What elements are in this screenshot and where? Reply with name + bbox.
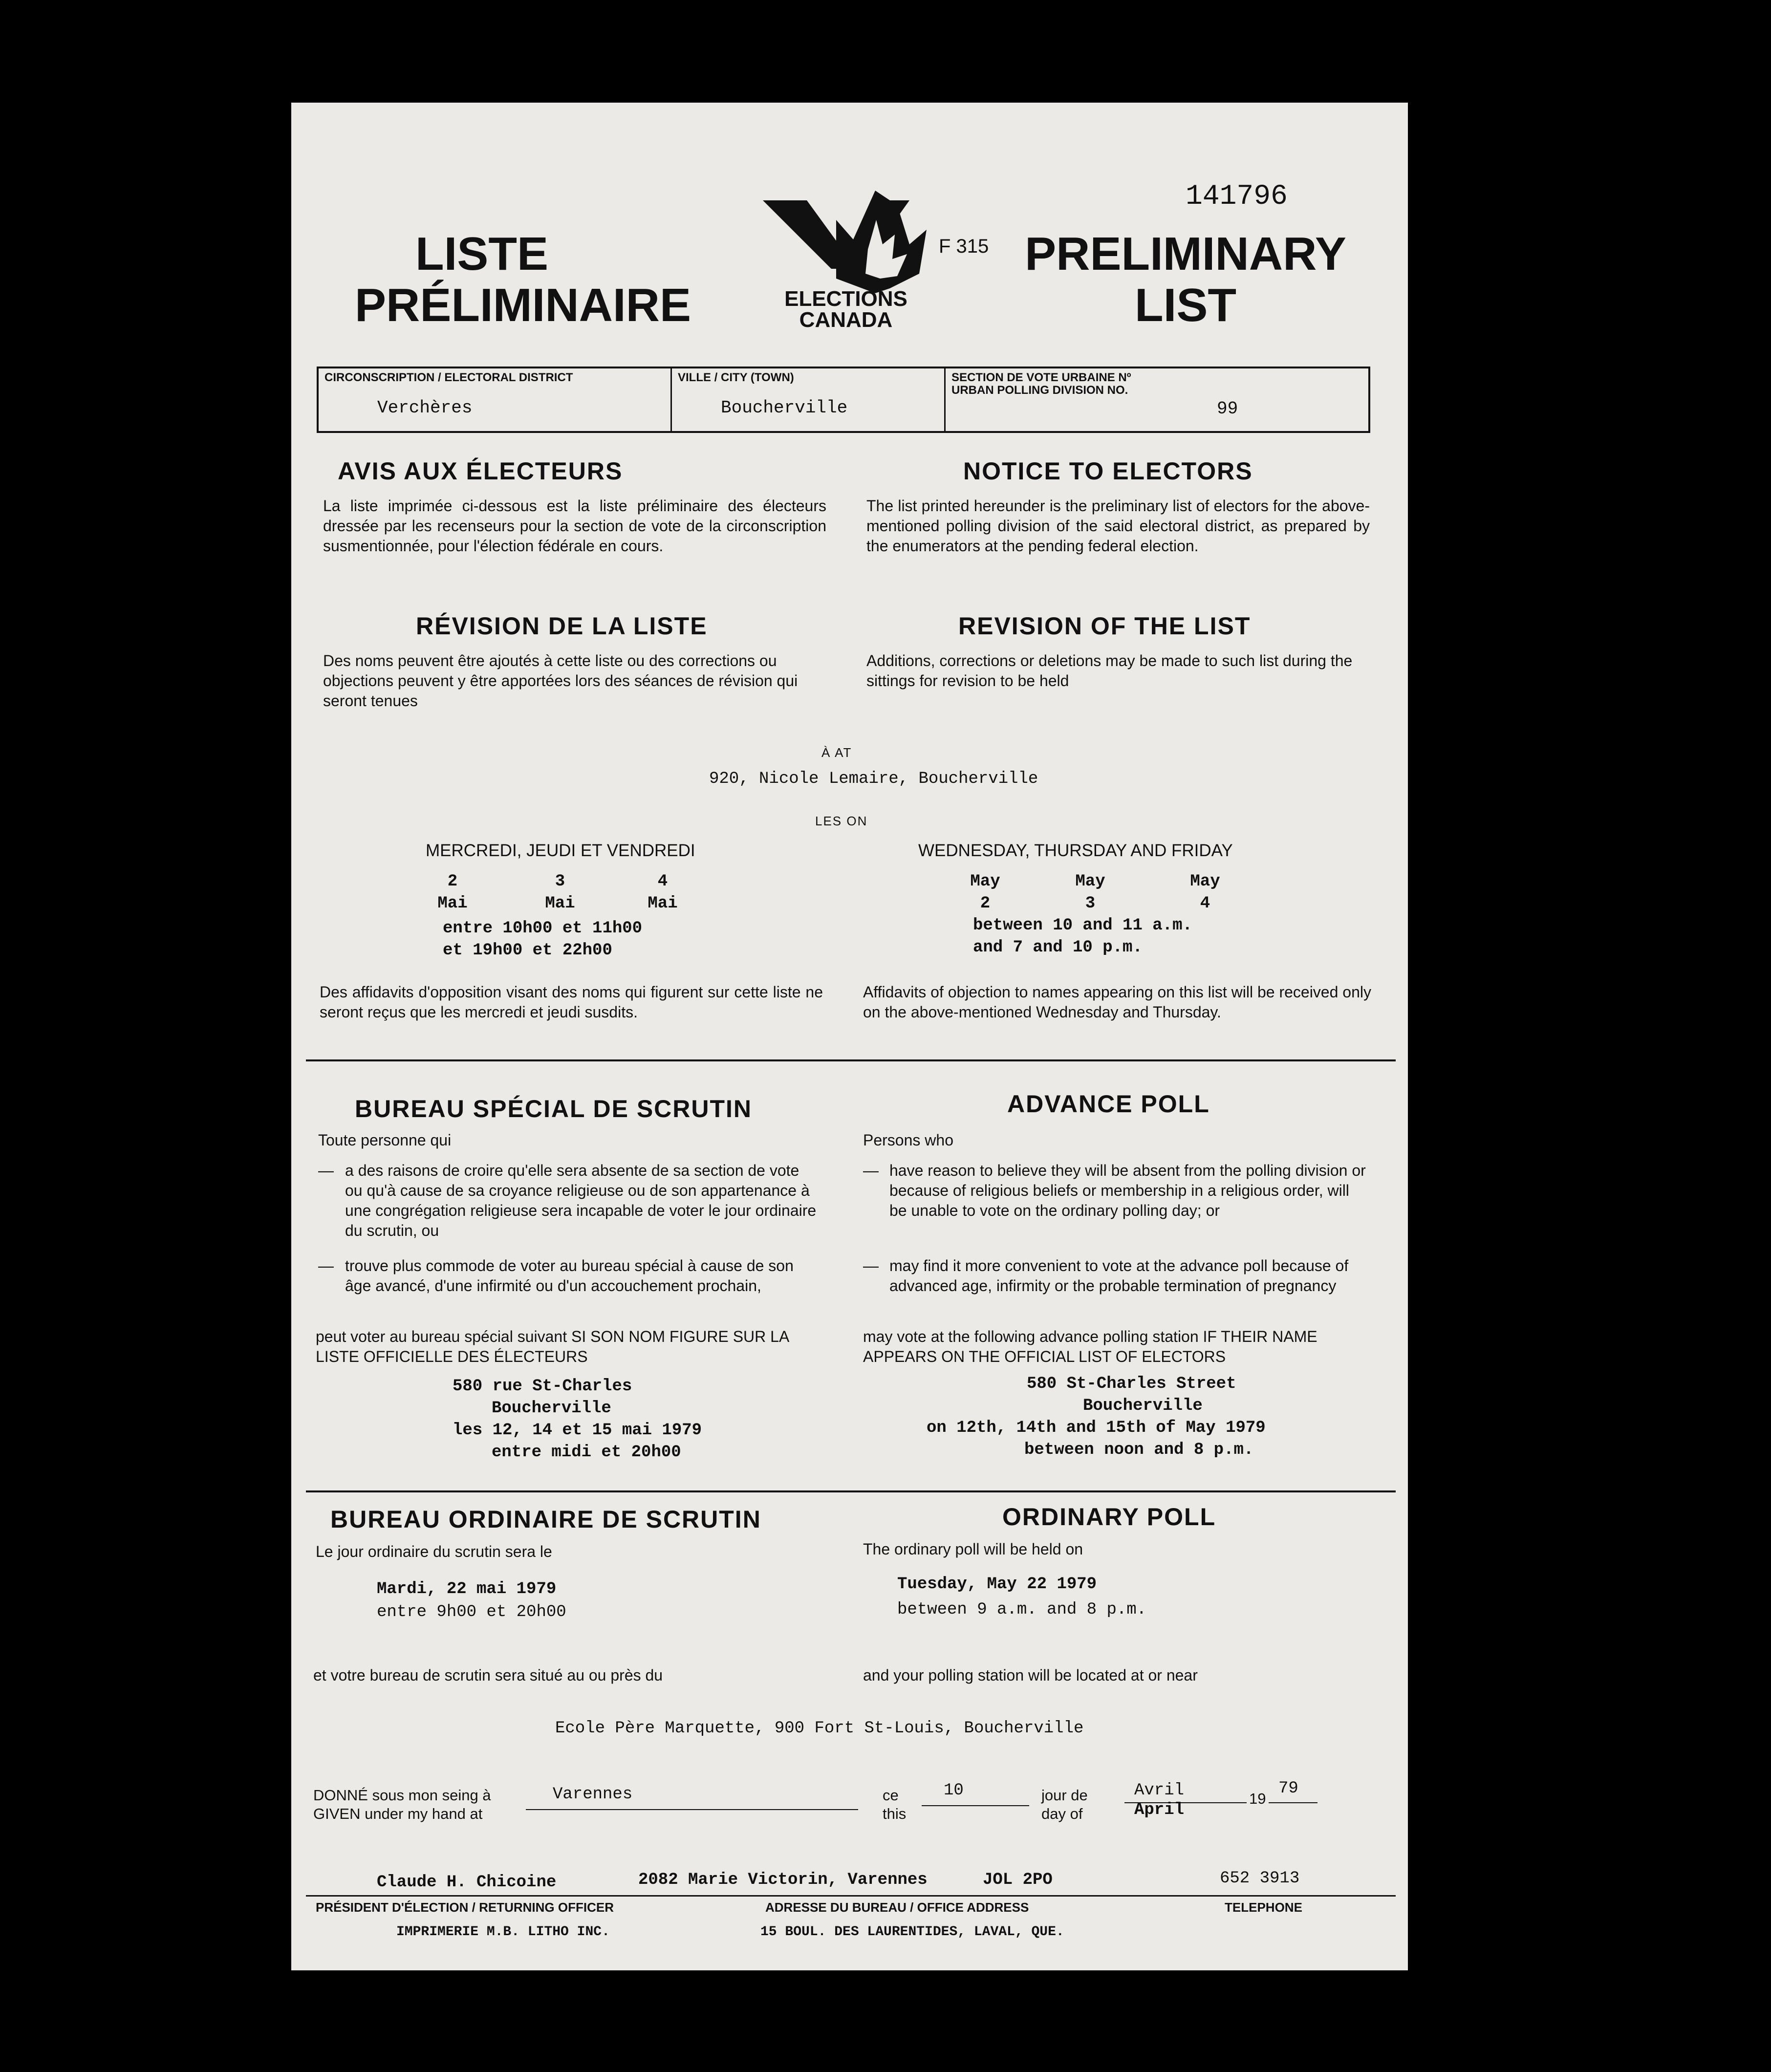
date-en-month-2: May	[1075, 872, 1105, 891]
advance-item1-fr: a des raisons de croire qu'elle sera absente de sa section de vote ou qu'à cause de sa croyance religieuse ou de son appartenance à une congrégation religieuse sera incapable de voter le jour ordinaire du scrutin, ou	[345, 1162, 817, 1239]
advance-intro-en: Persons who	[863, 1131, 953, 1149]
given-place: Varennes	[553, 1785, 633, 1804]
maple-leaf-x-icon	[763, 191, 929, 303]
logo-text-canada: CANADA	[799, 308, 893, 332]
given-year-line	[1269, 1802, 1317, 1803]
ordinary-intro-fr: Le jour ordinaire du scrutin sera le	[316, 1543, 552, 1560]
date-fr-month-3: Mai	[648, 894, 678, 913]
dash-en-2: —	[863, 1257, 879, 1274]
advance-item1-en: have reason to believe they will be absent from the polling division or because of religious beliefs or membership in a religious order, will be unable to vote on the ordinary polling day; or	[889, 1162, 1366, 1219]
advance-vote-en: may vote at the following advance polling station IF THEIR NAME APPEARS ON THE OFFICIAL LIST OF ELECTORS	[863, 1328, 1317, 1365]
elections-canada-logo	[763, 191, 929, 347]
given-month-en: April	[1134, 1801, 1185, 1819]
section-value: 99	[1217, 399, 1238, 419]
notice-text-fr: La liste imprimée ci-dessous est la liste préliminaire des électeurs dressée par les recenseurs pour la section de vote de la circonscription susmentionnée, pour l'élection fédérale en cours.	[323, 497, 826, 555]
title-fr-line1: LISTE	[415, 228, 548, 280]
date-en-day-2: 3	[1085, 894, 1096, 913]
date-en-month-1: May	[970, 872, 1000, 891]
district-cell	[319, 368, 670, 431]
hours-fr-1: entre 10h00 et 11h00	[443, 919, 643, 938]
section-label-2: URBAN POLLING DIVISION NO.	[951, 384, 1128, 397]
advance-addr-en-1: 580 St-Charles Street	[1027, 1375, 1236, 1393]
date-fr-day-2: 3	[555, 872, 565, 891]
printer-name: IMPRIMERIE M.B. LITHO INC.	[396, 1924, 610, 1940]
section-cell	[944, 368, 1368, 431]
heading-advance-fr: BUREAU SPÉCIAL DE SCRUTIN	[355, 1095, 753, 1122]
given-day: 10	[944, 1781, 964, 1800]
postal-code: JOL 2PO	[983, 1871, 1053, 1889]
date-fr-day-3: 4	[657, 872, 668, 891]
revision-text-en: Additions, corrections or deletions may be made to such list during the sittings for revision to be held	[866, 652, 1353, 690]
preliminary-list-form	[291, 103, 1408, 1970]
section-label-1: SECTION DE VOTE URBAINE Nº	[951, 371, 1131, 384]
given-jour-de: jour de	[1041, 1787, 1088, 1804]
revision-location: 920, Nicole Lemaire, Boucherville	[709, 770, 1038, 788]
ordinary-located-en: and your polling station will be located at or near	[863, 1666, 1198, 1684]
heading-avis: AVIS AUX ÉLECTEURS	[338, 457, 623, 485]
ordinary-date-en-2: between 9 a.m. and 8 p.m.	[897, 1600, 1147, 1619]
advance-addr-fr-4: entre midi et 20h00	[492, 1443, 681, 1462]
date-en-month-3: May	[1190, 872, 1220, 891]
date-en-day-3: 4	[1200, 894, 1210, 913]
given-label-en: GIVEN under my hand at	[313, 1805, 483, 1822]
affidavit-fr: Des affidavits d'opposition visant des noms qui figurent sur cette liste ne seront reçus que les mercredi et jeudi susdits.	[320, 983, 823, 1021]
city-label: VILLE / CITY (TOWN)	[678, 371, 794, 384]
given-month-fr: Avril	[1134, 1781, 1185, 1800]
advance-vote-fr: peut voter au bureau spécial suivant SI SON NOM FIGURE SUR LA LISTE OFFICIELLE DES ÉLECTEURS	[316, 1328, 789, 1365]
officer-name: Claude H. Chicoine	[377, 1873, 557, 1892]
hours-fr-2: et 19h00 et 22h00	[443, 941, 612, 960]
advance-addr-fr-3: les 12, 14 et 15 mai 1979	[453, 1421, 702, 1440]
title-en-line2: LIST	[1135, 279, 1236, 331]
at-label: À AT	[821, 745, 852, 760]
date-fr-month-2: Mai	[545, 894, 575, 913]
heading-notice: NOTICE TO ELECTORS	[963, 457, 1253, 485]
affidavit-en: Affidavits of objection to names appearing on this list will be received only on the above-mentioned Wednesday and Thursday.	[863, 983, 1371, 1021]
title-en-line1: PRELIMINARY	[1025, 228, 1346, 280]
ordinary-intro-en: The ordinary poll will be held on	[863, 1540, 1083, 1558]
days-en: WEDNESDAY, THURSDAY AND FRIDAY	[918, 841, 1233, 860]
heading-ordinary-en: ORDINARY POLL	[1002, 1503, 1216, 1531]
advance-addr-en-2: Boucherville	[1083, 1397, 1203, 1415]
address-label: ADRESSE DU BUREAU / OFFICE ADDRESS	[765, 1900, 1029, 1915]
given-day-line	[922, 1805, 1029, 1806]
ordinary-location: Ecole Père Marquette, 900 Fort St-Louis, Boucherville	[555, 1719, 1084, 1738]
officer-address: 2082 Marie Victorin, Varennes	[638, 1871, 928, 1889]
logo-text-elections: ELECTIONS	[784, 287, 907, 311]
form-number: F 315	[939, 236, 989, 257]
given-ce: ce	[883, 1787, 899, 1804]
district-label: CIRCONSCRIPTION / ELECTORAL DISTRICT	[324, 371, 573, 384]
dash-fr-2: —	[318, 1257, 334, 1274]
heading-revision-en: REVISION OF THE LIST	[958, 612, 1251, 640]
date-fr-month-1: Mai	[437, 894, 468, 913]
footer-rule	[306, 1895, 1396, 1897]
divider-2	[306, 1490, 1396, 1492]
notice-text-en: The list printed hereunder is the preliminary list of electors for the above-mentioned polling division of the said electoral district, as prepared by the enumerators at the pending federal election.	[866, 497, 1370, 555]
advance-addr-en-4: between noon and 8 p.m.	[1024, 1441, 1254, 1459]
telephone: 652 3913	[1220, 1869, 1300, 1888]
advance-item2-en: may find it more convenient to vote at the advance poll because of advanced age, infirmity or the probable termination of pregnancy	[889, 1257, 1349, 1295]
printer-address: 15 BOUL. DES LAURENTIDES, LAVAL, QUE.	[760, 1924, 1064, 1940]
dash-en-1: —	[863, 1162, 879, 1179]
ordinary-date-en-1: Tuesday, May 22 1979	[897, 1575, 1097, 1594]
advance-addr-en-3: on 12th, 14th and 15th of May 1979	[927, 1419, 1266, 1437]
telephone-label: TELEPHONE	[1225, 1900, 1302, 1915]
divider-1	[306, 1059, 1396, 1061]
given-year: 79	[1278, 1779, 1298, 1798]
dash-fr-1: —	[318, 1162, 334, 1179]
serial-number: 141796	[1186, 181, 1288, 213]
district-info-box	[317, 367, 1370, 433]
revision-text-fr: Des noms peuvent être ajoutés à cette liste ou des corrections ou objections peuvent y être apportées lors des séances de révision qui seront tenues	[323, 652, 798, 710]
on-label: LES ON	[815, 814, 868, 828]
given-label-fr: DONNÉ sous mon seing à	[313, 1787, 491, 1804]
city-cell	[670, 368, 944, 431]
advance-addr-fr-2: Boucherville	[492, 1399, 611, 1418]
given-this: this	[883, 1805, 907, 1822]
heading-revision-fr: RÉVISION DE LA LISTE	[416, 612, 708, 640]
given-place-line	[526, 1809, 858, 1810]
advance-item2-fr: trouve plus commode de voter au bureau spécial à cause de son âge avancé, d'une infirmité ou d'un accouchement prochain,	[345, 1257, 794, 1295]
heading-ordinary-fr: BUREAU ORDINAIRE DE SCRUTIN	[330, 1506, 761, 1533]
advance-addr-fr-1: 580 rue St-Charles	[453, 1377, 632, 1396]
district-value: Verchères	[377, 398, 473, 418]
date-fr-day-1: 2	[447, 872, 458, 891]
advance-intro-fr: Toute personne qui	[318, 1131, 452, 1149]
city-value: Boucherville	[721, 398, 848, 418]
date-en-day-1: 2	[980, 894, 991, 913]
hours-en-1: between 10 and 11 a.m.	[973, 916, 1192, 935]
given-day-of: day of	[1041, 1805, 1083, 1822]
officer-label: PRÉSIDENT D'ÉLECTION / RETURNING OFFICER	[316, 1900, 614, 1915]
ordinary-located-fr: et votre bureau de scrutin sera situé au ou près du	[313, 1666, 663, 1684]
ordinary-date-fr-1: Mardi, 22 mai 1979	[377, 1580, 557, 1598]
given-year-prefix: 19	[1249, 1790, 1266, 1807]
title-fr-line2: PRÉLIMINAIRE	[355, 279, 691, 331]
ordinary-date-fr-2: entre 9h00 et 20h00	[377, 1603, 566, 1621]
hours-en-2: and 7 and 10 p.m.	[973, 938, 1143, 957]
days-fr: MERCREDI, JEUDI ET VENDREDI	[426, 841, 695, 860]
heading-advance-en: ADVANCE POLL	[1007, 1090, 1210, 1118]
